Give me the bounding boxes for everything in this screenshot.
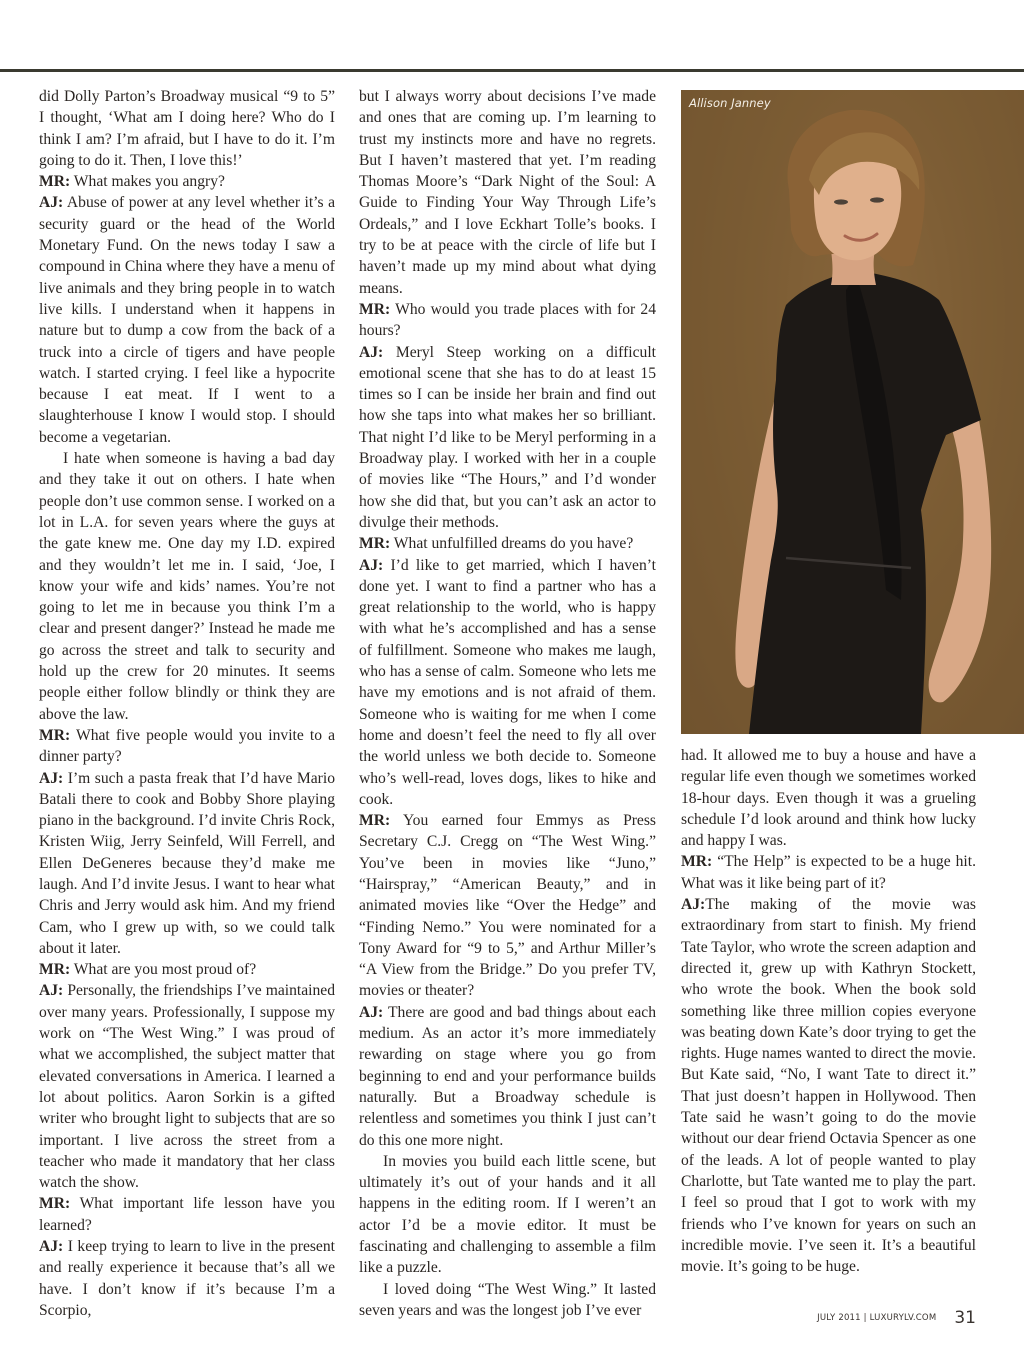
paragraph-text: In movies you build each little scene, but ultimately it’s out of your hands and it all happens in the editing room. If I weren’t an actor I’d be a movie editor. It must be fascinating and challenging to assemble a film like a puzzle. — [359, 1152, 656, 1277]
interviewee-answer — [39, 192, 335, 448]
speaker-label: AJ: — [39, 194, 64, 212]
paragraph-text: but I always worry about decisions I’ve made and ones that are coming up. I’m learning to trust my instincts more and have no regrets. But I haven’t mastered that yet. I’m reading Thomas Moore’s “Dark Night of the Soul: A Guide to Finding Your Way Through Life’s Ordeals,” and I love Eckhart Tolle’s books. I try to be at peace with the circle of life but I haven’t made up my mind about what dying means. — [359, 88, 656, 297]
article-column-middle — [359, 86, 656, 1321]
paragraph — [359, 1151, 656, 1279]
portrait-photo — [681, 90, 1024, 734]
paragraph-text: did Dolly Parton’s Broadway musical “9 to 5” I thought, ‘What am I doing here? Who do I think I am? I’m afraid, but I have to do it. I’m going to do it. Then, I love this!’ — [39, 88, 335, 169]
interviewee-answer — [39, 1236, 335, 1321]
speaker-label: MR: — [681, 853, 713, 871]
issue-date-and-website: JULY 2011 | LUXURYLV.COM — [817, 1313, 937, 1323]
speaker-label: AJ: — [39, 769, 64, 787]
paragraph — [359, 1279, 656, 1322]
paragraph-text: Abuse of power at any level whether it’s a security guard or the head of the World Monetary Fund. On the news today I saw a compound in China where they have a menu of live animals and they bring people in to watch live kills. I understand when it happens in nature but to dump a cow from the back of a truck into a circle of tigers and have people watch. I started crying. I feel like a hypocrite because I eat meat. If I went to a slaughterhouse I know I would stop. I should become a vegetarian. — [39, 194, 335, 446]
interviewee-answer — [681, 894, 976, 1277]
interviewee-answer — [359, 342, 656, 534]
paragraph-text: Personally, the friendships I’ve maintained over many years. Professionally, I suppose my work on “The West Wing.” I was proud of what we accomplished, the subject matter that elevated conversations in America. I learned a lot about politics. Aaron Sorkin is a gifted writer who brought light to subjects that are so important. I live across the street from a teacher who made it mandatory that her class watch the show. — [39, 982, 335, 1192]
speaker-label: MR: — [359, 535, 391, 553]
paragraph-text: There are good and bad things about each medium. As an actor it’s more immediately rewarding on stage where you go from beginning to end and your performance builds naturally. But a Broadway schedule is relentless and sometimes you think I just can’t do this one more night. — [359, 1003, 656, 1149]
top-rule — [0, 69, 1024, 72]
paragraph-text: What unfulfilled dreams do you have? — [390, 535, 634, 553]
speaker-label: MR: — [359, 812, 391, 830]
interviewer-question — [359, 533, 656, 554]
interviewer-question — [681, 851, 976, 894]
interviewee-answer — [39, 768, 335, 960]
paragraph-text: What five people would you invite to a dinner party? — [39, 726, 335, 766]
paragraph-text: I hate when someone is having a bad day and they take it out on others. I hate when people don’t use common sense. I worked on a lot in L.A. for seven years where the guys at the gate knew me. One day my I.D. expired and they wouldn’t let me in. I said, ‘Joe, I know your wife and kids’ names. You’re not going to let me in because you think I’m a clear and present danger?’ Instead he made me go across the street and talk to security and hold up the crew for 20 minutes. It seems people either follow blindly or think they are above the law. — [39, 450, 335, 723]
speaker-label: AJ: — [359, 1003, 384, 1021]
interviewer-question — [39, 1193, 335, 1236]
interviewee-answer — [359, 1002, 656, 1151]
paragraph — [39, 448, 335, 725]
speaker-label: AJ: — [39, 1238, 64, 1256]
paragraph — [681, 745, 976, 851]
portrait-illustration — [681, 90, 1024, 734]
interviewer-question — [39, 171, 335, 192]
right-eye — [870, 197, 884, 202]
page-number: 31 — [954, 1308, 976, 1328]
interviewee-answer — [39, 980, 335, 1193]
speaker-label: AJ: — [681, 896, 706, 914]
speaker-label: MR: — [39, 173, 71, 191]
paragraph-text: “The Help” is expected to be a huge hit. What was it like being part of it? — [681, 853, 976, 892]
paragraph-text: The making of the movie was extraordinary from start to finish. My friend Tate Taylor, who wrote the screen adaption and directed it, grew up with Kathryn Stockett, who wrote the book. When the book sold something like three million copies everyone was beating down Kate’s door trying to get the rights. Huge names wanted to direct the movie. But Kate said, “No, I want Tate to direct it.” That just doesn’t happen in Hollywood. Then Tate said he wasn’t going to do the movie without our dear friend Octavia Spencer as one of the leads. A lot of people wanted to play Charlotte, but Tate wanted me to play the part. I feel so proud that I got to work with my friends who I’ve known for years on such an incredible movie. I’ve seen it. It’s a beautiful movie. It’s going to be huge. — [681, 896, 976, 1276]
page-footer — [681, 1308, 976, 1328]
paragraph-text: You earned four Emmys as Press Secretary C.J. Cregg on “The West Wing.” You’ve been in movies like “Juno,” “Hairspray,” “American Beauty,” and in animated movies like “Over the Hedge” and “Finding Nemo.” You were nominated for a Tony Award for “9 to 5,” and Arthur Miller’s “A View from the Bridge.” Do you prefer TV, movies or theater? — [359, 812, 656, 1000]
speaker-label: MR: — [39, 1195, 71, 1213]
paragraph-text: Who would you trade places with for 24 hours? — [359, 300, 656, 340]
paragraph-text: I keep trying to learn to live in the present and really experience it because that’s all we have. I don’t know if it’s because I’m a Scorpio, — [39, 1238, 335, 1319]
speaker-label: MR: — [39, 961, 71, 979]
paragraph-text: What important life lesson have you learned? — [39, 1195, 335, 1234]
interviewer-question — [359, 299, 656, 342]
speaker-label: AJ: — [359, 343, 384, 361]
paragraph-text: I’d like to get married, which I haven’t done yet. I want to find a partner who has a great relationship to the world, who is happy with what he’s accomplished and has a sense of fulfillment. Someone who makes me laugh, who has a sense of calm. Someone who lets me have my emotions and is not afraid of them. Someone who is waiting for me when I come home and doesn’t feel the need to fly all over the world unless we both decide to. Someone who’s well-read, loves dogs, likes to hike and cook. — [359, 556, 656, 808]
speaker-label: MR: — [39, 726, 71, 744]
speaker-label: AJ: — [359, 556, 384, 574]
paragraph-text: What are you most proud of? — [70, 961, 257, 979]
speaker-label: AJ: — [39, 982, 64, 1000]
interviewer-question — [359, 810, 656, 1002]
paragraph-text: I’m such a pasta freak that I’d have Mario Batali there to cook and Bobby Shore playing piano in the background. I’d invite Chris Rock, Kristen Wiig, Jerry Seinfeld, Will Ferrell, and Ellen DeGeneres because they’d make me laugh. And I’d invite Jesus. I want to hear what Chris and Jerry would ask him. And my friend Cam, who I grew up with, so we could talk about it later. — [39, 769, 335, 957]
left-eye — [834, 199, 848, 204]
interviewer-question — [39, 959, 335, 980]
paragraph-text: Meryl Steep working on a difficult emotional scene that she has to do at least 15 times so I can be inside her brain and find out how she taps into what makes her so brilliant. That night I’d like to be Meryl performing in a Broadway play. I worked with her in a couple of movies like “The Hours,” and I’d wonder how she did that, but you can’t ask an actor to divulge their methods. — [359, 343, 656, 531]
article-column-left — [39, 86, 335, 1321]
paragraph-text: had. It allowed me to buy a house and have a regular life even though we sometimes worked 18-hour days. Even though it was a grueling schedule I’d look around and think how lucky and happy I was. — [681, 747, 976, 850]
paragraph-text: I loved doing “The West Wing.” It lasted seven years and was the longest job I’ve ever — [359, 1280, 656, 1319]
article-column-right — [681, 745, 976, 1277]
photo-caption: Allison Janney — [689, 96, 771, 110]
interviewer-question — [39, 725, 335, 768]
paragraph — [359, 86, 656, 299]
paragraph — [39, 86, 335, 171]
interviewee-answer — [359, 555, 656, 811]
speaker-label: MR: — [359, 300, 391, 318]
paragraph-text: What makes you angry? — [70, 173, 225, 191]
